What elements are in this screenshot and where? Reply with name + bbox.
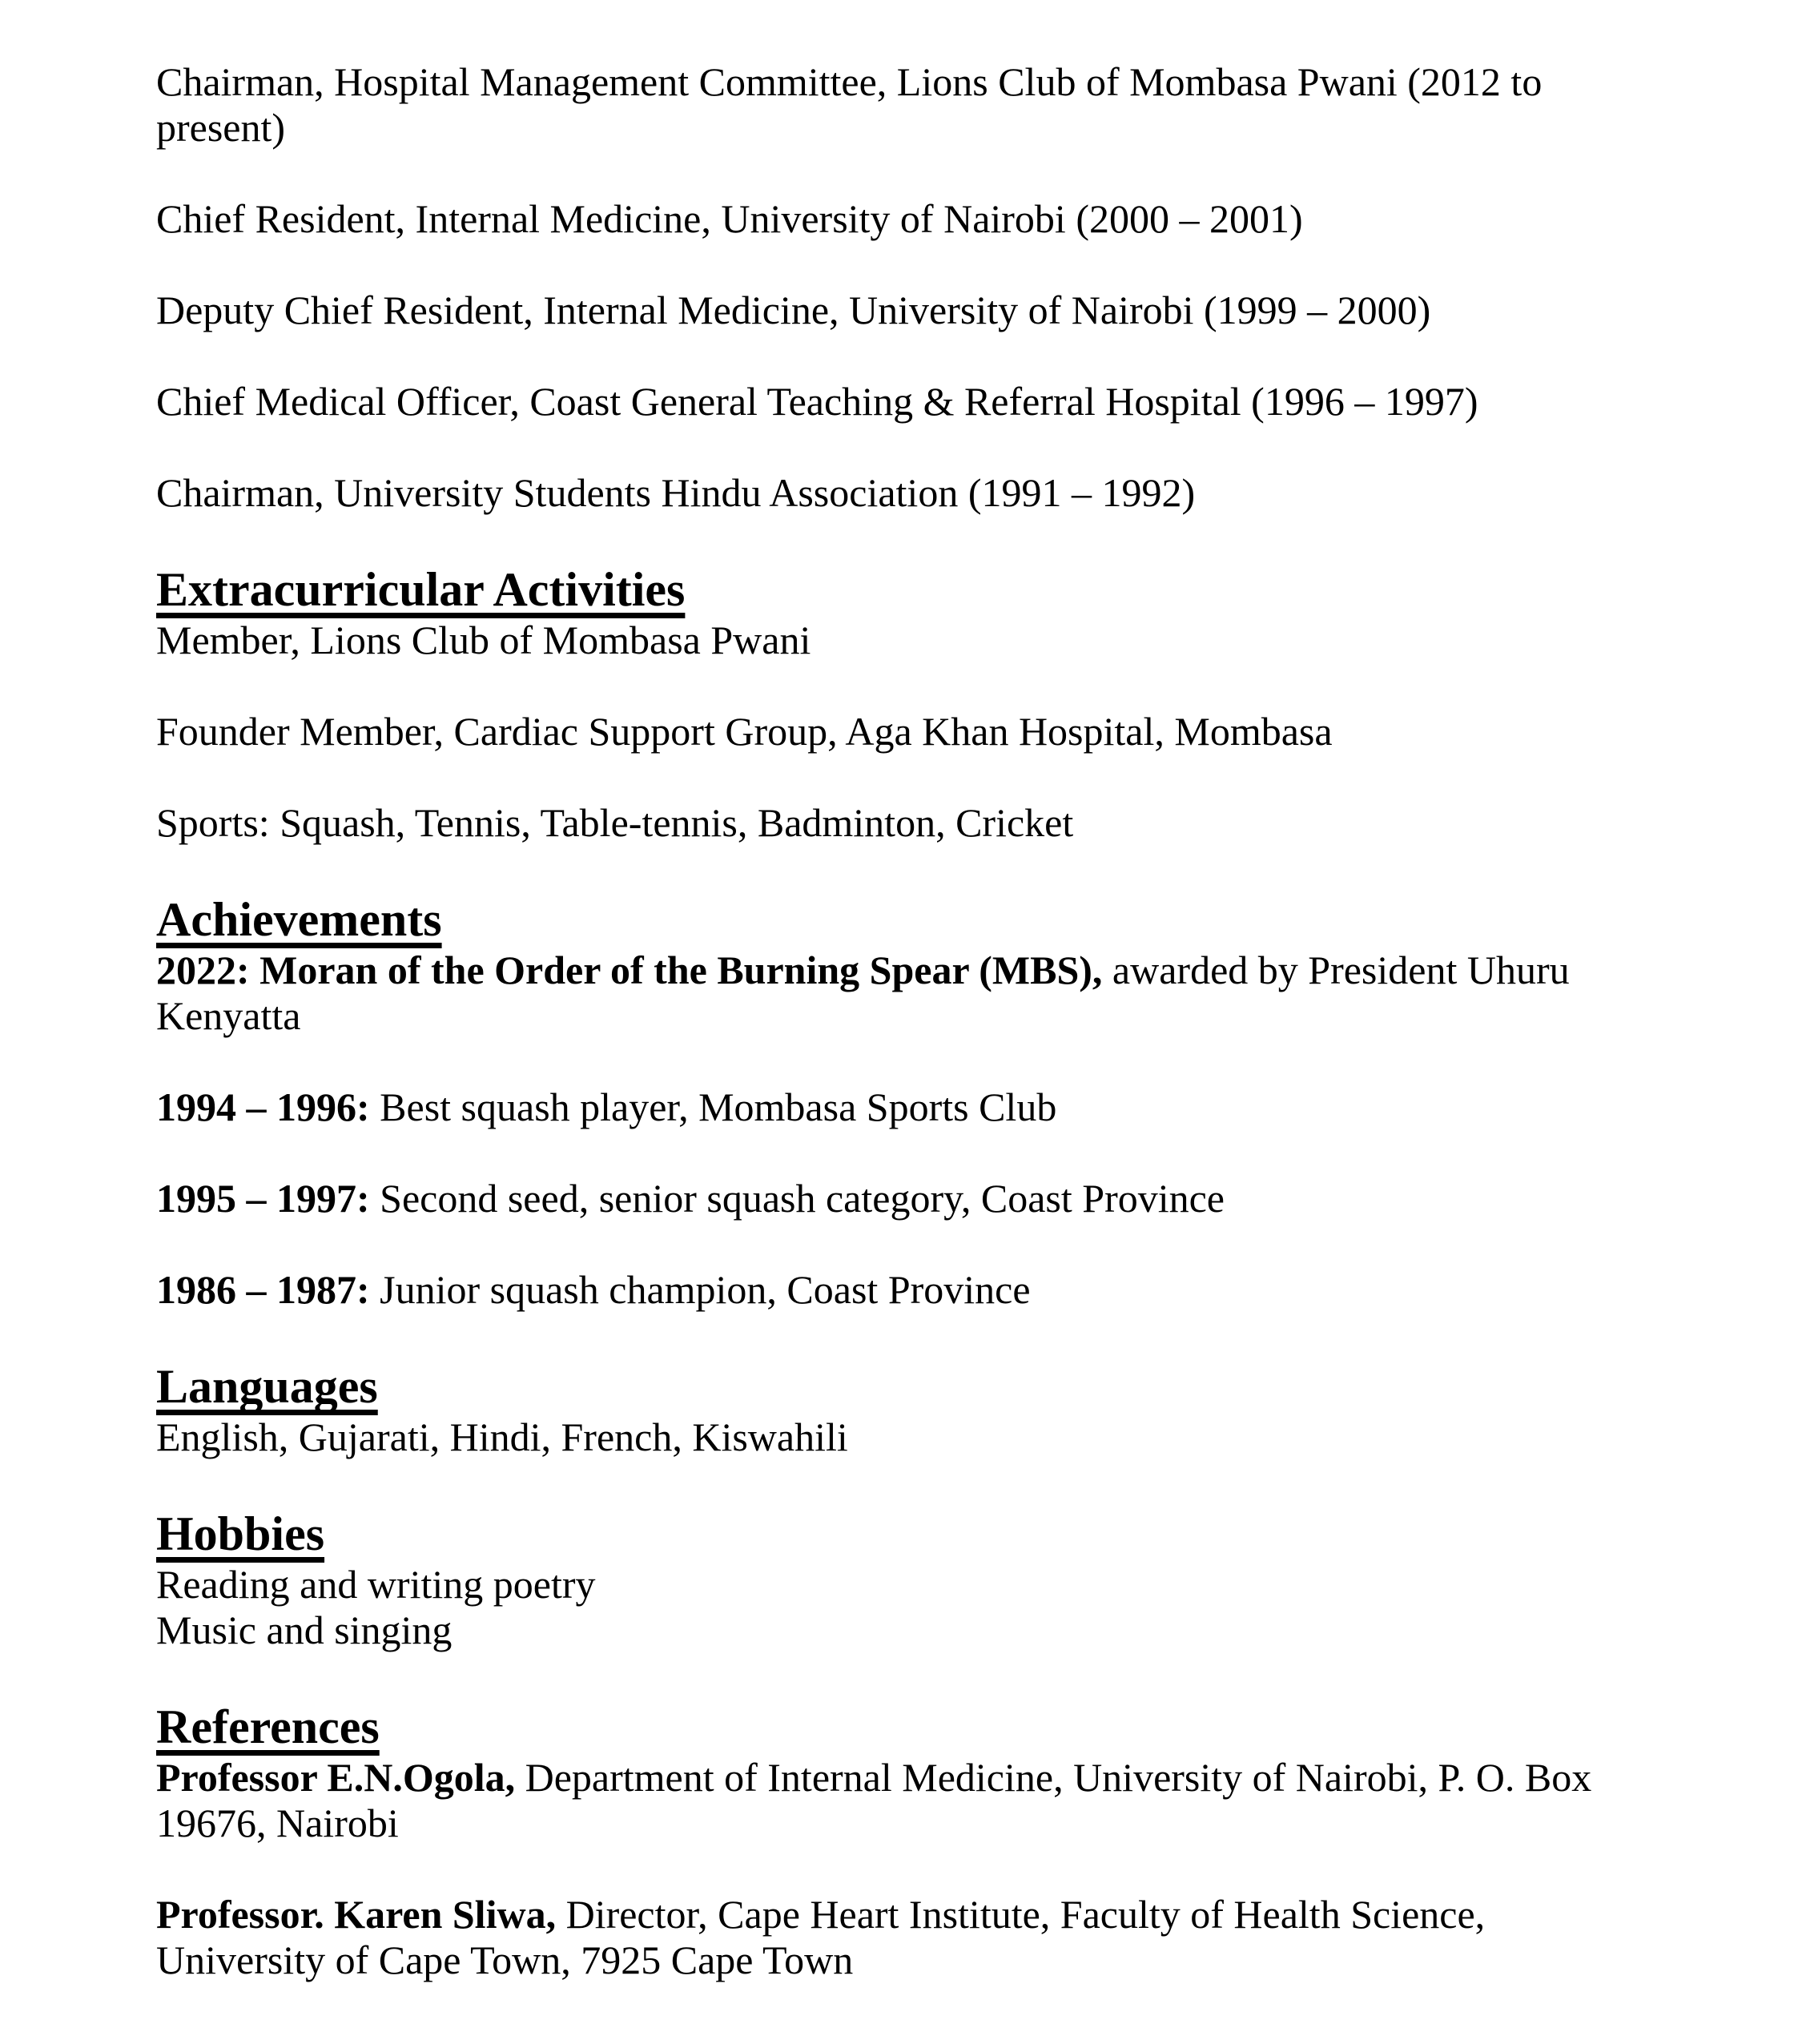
bold-run: 1994 – 1996: bbox=[156, 1084, 370, 1129]
bold-run: Professor E.N.Ogola, bbox=[156, 1755, 516, 1800]
heading-underlined-text: Hobbies bbox=[156, 1507, 325, 1560]
text-line: Chief Medical Officer, Coast General Teaching & Referral Hospital (1996 – 1997) bbox=[156, 379, 1478, 424]
regular-run: Second seed, senior squash category, Coast Province bbox=[369, 1176, 1225, 1221]
text-line: Sports: Squash, Tennis, Table-tennis, Badminton, Cricket bbox=[156, 800, 1074, 845]
heading-underlined-text: Extracurricular Activities bbox=[156, 563, 686, 616]
text-line: Chairman, University Students Hindu Association (1991 – 1992) bbox=[156, 470, 1196, 515]
text-line: Chairman, Hospital Management Committee, Lions Club of Mombasa Pwani (2012 to bbox=[156, 59, 1543, 104]
text-line: English, Gujarati, Hindi, French, Kiswahili bbox=[156, 1414, 848, 1459]
text-line: 19676, Nairobi bbox=[156, 1801, 399, 1845]
section-heading-extracurricular-activities bbox=[156, 561, 1746, 618]
text-line: Founder Member, Cardiac Support Group, Aga Khan Hospital, Mombasa bbox=[156, 709, 1333, 754]
languages-paragraph bbox=[156, 1414, 1746, 1460]
regular-run: awarded by President Uhuru bbox=[1102, 948, 1570, 992]
text-line bbox=[156, 948, 1746, 993]
extracurricular-paragraph-member-lions bbox=[156, 618, 1746, 663]
text-line bbox=[156, 1267, 1746, 1313]
section-heading-achievements bbox=[156, 891, 1746, 948]
bold-run: 1986 – 1987: bbox=[156, 1267, 370, 1312]
text-line bbox=[156, 1176, 1746, 1221]
achievement-paragraph-junior-champion bbox=[156, 1267, 1746, 1313]
achievement-paragraph-best-squash-player bbox=[156, 1084, 1746, 1130]
position-paragraph-chairman-lions bbox=[156, 59, 1746, 151]
text-line bbox=[156, 1892, 1746, 1937]
achievement-paragraph-mbs-award bbox=[156, 948, 1746, 1039]
text-line: present) bbox=[156, 105, 286, 150]
position-paragraph-chairman-hindu-association bbox=[156, 470, 1746, 516]
position-paragraph-deputy-chief-resident bbox=[156, 288, 1746, 333]
regular-run: Director, Cape Heart Institute, Faculty of Health Science, bbox=[556, 1892, 1486, 1937]
text-line: Kenyatta bbox=[156, 993, 301, 1038]
section-heading-languages bbox=[156, 1358, 1746, 1414]
text-line: Deputy Chief Resident, Internal Medicine, University of Nairobi (1999 – 2000) bbox=[156, 288, 1431, 332]
text-line bbox=[156, 1755, 1746, 1801]
reference-paragraph-ogola bbox=[156, 1755, 1746, 1846]
heading-underlined-text: Languages bbox=[156, 1360, 378, 1413]
bold-run: 1995 – 1997: bbox=[156, 1176, 370, 1221]
text-line: Member, Lions Club of Mombasa Pwani bbox=[156, 618, 811, 662]
bold-run: 2022: Moran of the Order of the Burning Spear (MBS), bbox=[156, 948, 1103, 992]
regular-run: Junior squash champion, Coast Province bbox=[369, 1267, 1031, 1312]
position-paragraph-chief-medical-officer bbox=[156, 379, 1746, 424]
position-paragraph-chief-resident bbox=[156, 196, 1746, 242]
bold-run: Professor. Karen Sliwa, bbox=[156, 1892, 557, 1937]
reference-paragraph-sliwa bbox=[156, 1892, 1746, 1983]
section-heading-hobbies bbox=[156, 1506, 1746, 1562]
hobbies-paragraph bbox=[156, 1562, 1746, 1653]
heading-underlined-text: References bbox=[156, 1700, 380, 1753]
text-line: University of Cape Town, 7925 Cape Town bbox=[156, 1937, 854, 1982]
extracurricular-paragraph-founder-member bbox=[156, 709, 1746, 754]
heading-underlined-text: Achievements bbox=[156, 893, 442, 946]
text-line: Reading and writing poetry bbox=[156, 1562, 596, 1607]
section-heading-references bbox=[156, 1699, 1746, 1755]
text-line: Music and singing bbox=[156, 1607, 453, 1652]
extracurricular-paragraph-sports bbox=[156, 800, 1746, 846]
regular-run: Best squash player, Mombasa Sports Club bbox=[369, 1084, 1057, 1129]
text-line: Chief Resident, Internal Medicine, University of Nairobi (2000 – 2001) bbox=[156, 196, 1303, 241]
achievement-paragraph-second-seed bbox=[156, 1176, 1746, 1221]
regular-run: Department of Internal Medicine, University of Nairobi, P. O. Box bbox=[515, 1755, 1592, 1800]
text-line bbox=[156, 1084, 1746, 1130]
